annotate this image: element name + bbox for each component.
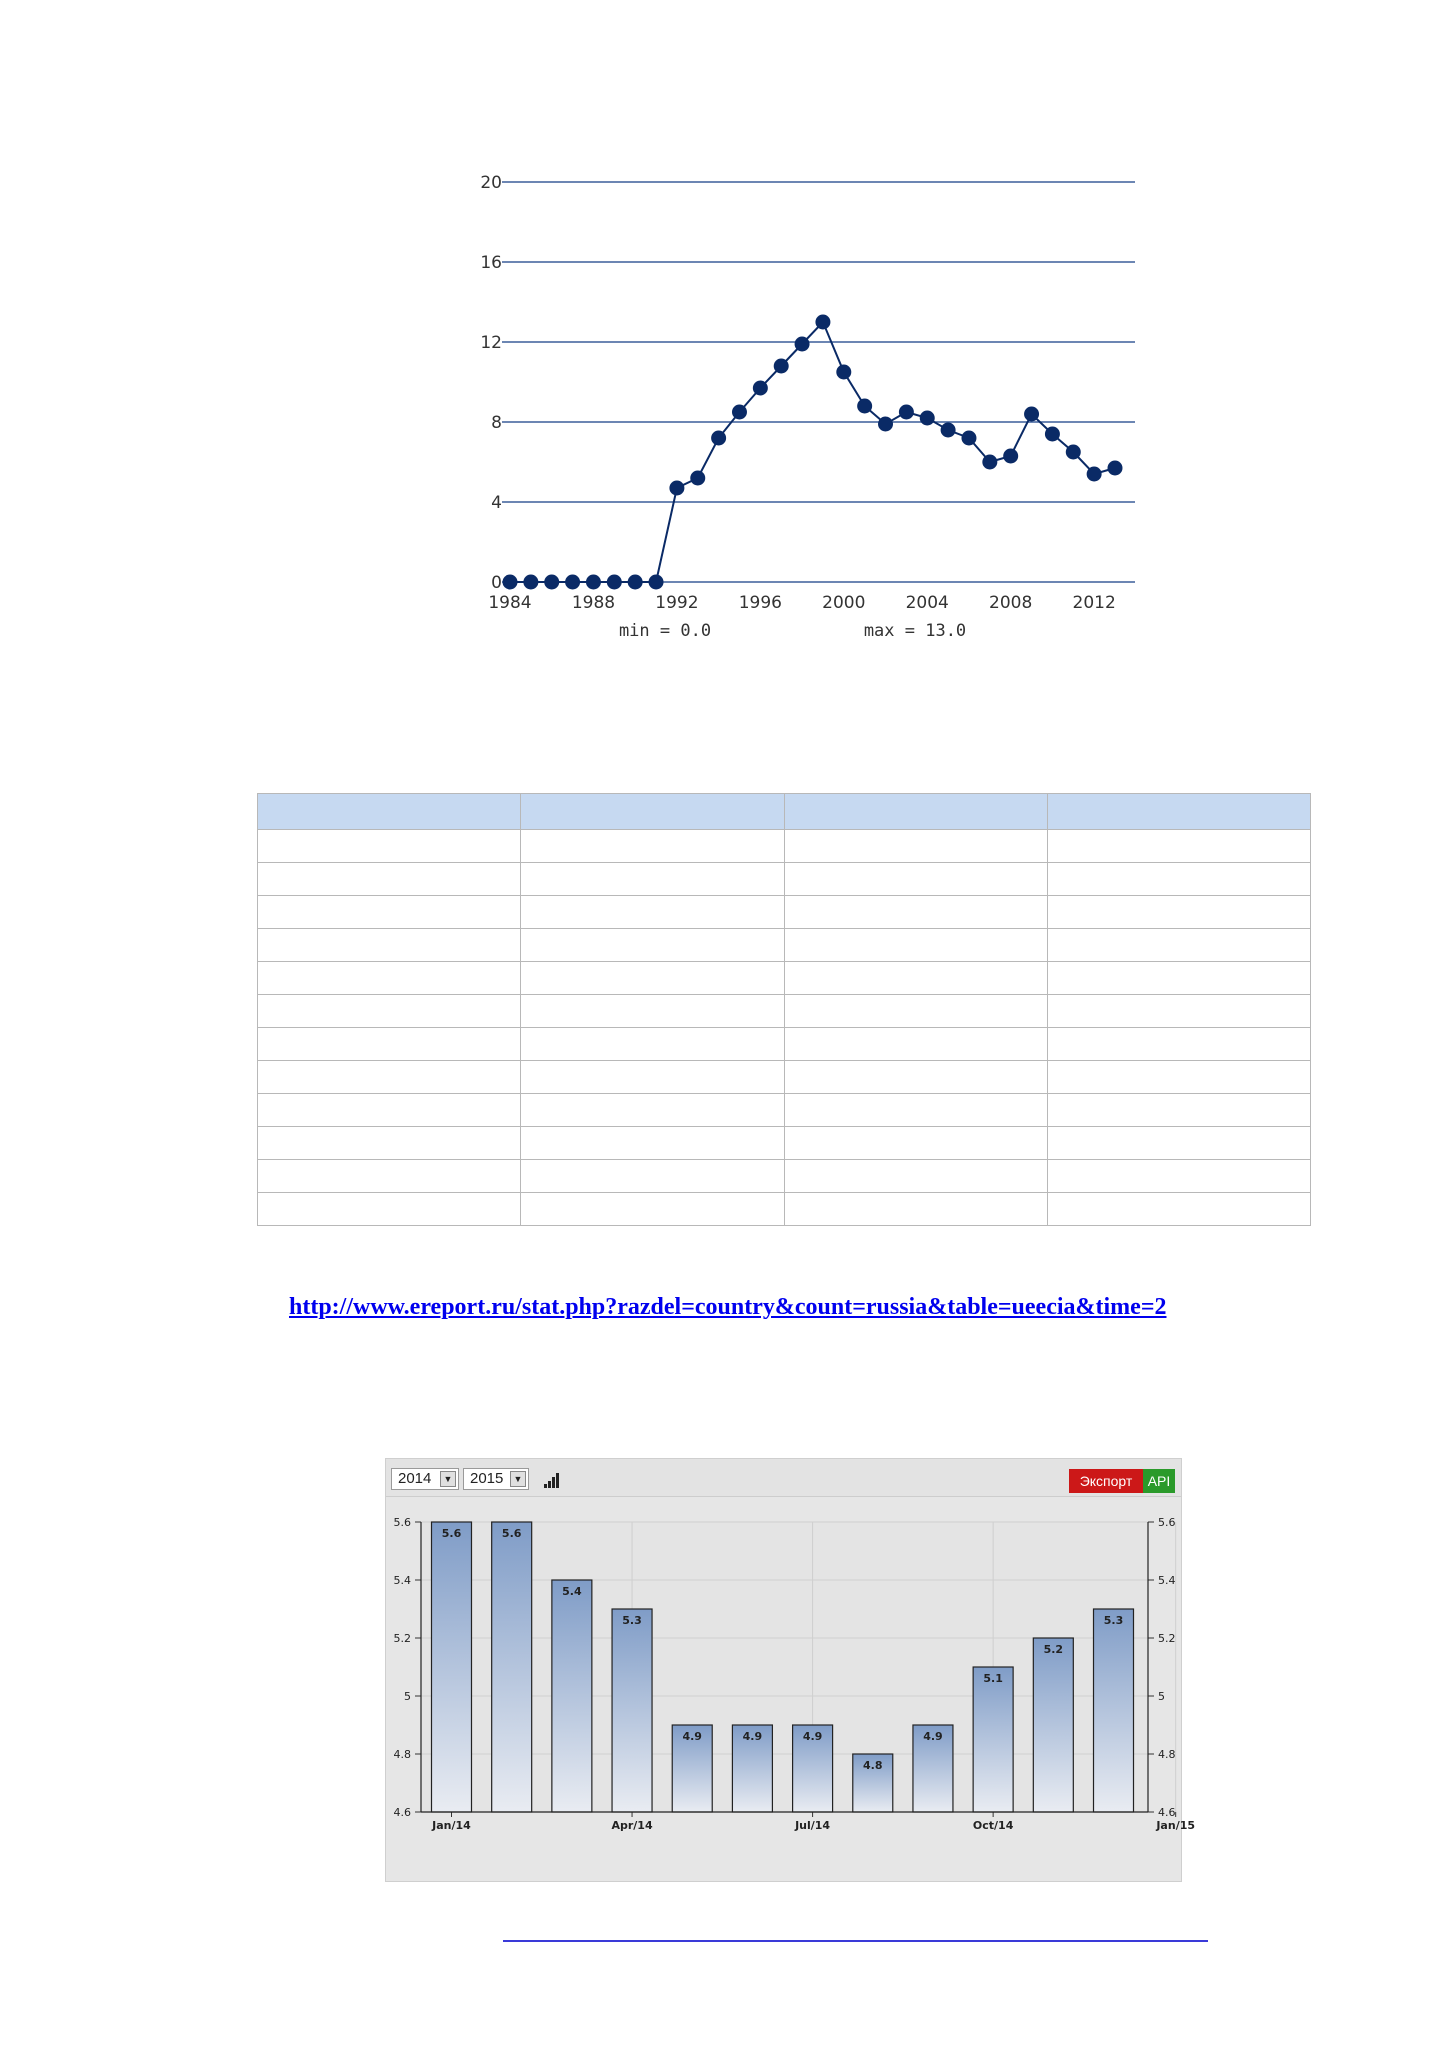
table-cell (784, 1094, 1047, 1127)
table-cell (521, 995, 784, 1028)
y-tick-label-right: 5 (1158, 1690, 1165, 1703)
y-tick-label-right: 5.4 (1158, 1574, 1176, 1587)
table-cell (258, 830, 521, 863)
x-tick-label: Jul/14 (795, 1819, 831, 1832)
bar-value-label: 5.2 (1043, 1643, 1064, 1656)
table-cell (784, 896, 1047, 929)
table-cell (521, 830, 784, 863)
bar-value-label: 4.9 (802, 1730, 823, 1743)
bar (492, 1522, 532, 1812)
bar-value-label: 5.4 (562, 1585, 582, 1598)
table-cell (1047, 896, 1310, 929)
bar-value-label: 4.8 (863, 1759, 883, 1772)
table-cell (784, 1193, 1047, 1226)
y-tick-label: 12 (480, 333, 502, 353)
table-cell (258, 1094, 521, 1127)
y-tick-label-left: 5 (404, 1690, 411, 1703)
table-cell (258, 1028, 521, 1061)
table-cell (1047, 1028, 1310, 1061)
bar-value-label: 4.9 (742, 1730, 763, 1743)
table-cell (521, 1127, 784, 1160)
data-point (920, 411, 935, 426)
data-point (523, 575, 538, 590)
table-cell (784, 929, 1047, 962)
data-point (1024, 407, 1039, 422)
y-tick-label-right: 5.2 (1158, 1632, 1176, 1645)
data-point (669, 481, 684, 496)
table-row (258, 929, 1311, 962)
data-point (732, 405, 747, 420)
x-tick-label: Jan/15 (1156, 1819, 1196, 1832)
x-tick-label: 1988 (571, 593, 616, 613)
x-tick-label: 2008 (989, 593, 1033, 613)
table-cell (258, 1160, 521, 1193)
table-row (258, 962, 1311, 995)
table-header-cell (1047, 794, 1310, 830)
table-row (258, 1028, 1311, 1061)
y-tick-label-left: 5.2 (393, 1632, 411, 1645)
y-tick-label-left: 5.4 (393, 1574, 411, 1587)
table-cell (258, 1193, 521, 1226)
table-cell (1047, 1094, 1310, 1127)
bar (552, 1580, 592, 1812)
data-point (503, 575, 518, 590)
bar-value-label: 5.1 (983, 1672, 1003, 1685)
table-cell (1047, 962, 1310, 995)
bottom-rule (503, 1940, 1208, 1942)
table-header-cell (521, 794, 784, 830)
table-cell (258, 995, 521, 1028)
table-row (258, 1061, 1311, 1094)
bar-value-label: 5.3 (1103, 1614, 1124, 1627)
y-tick-label-left: 5.6 (393, 1516, 411, 1529)
table-cell (521, 896, 784, 929)
year-to-value: 2015 (470, 1470, 504, 1487)
table-cell (1047, 1127, 1310, 1160)
export-button[interactable]: Экспорт (1069, 1469, 1143, 1493)
table-cell (1047, 995, 1310, 1028)
y-tick-label: 8 (491, 413, 502, 433)
data-point (795, 337, 810, 352)
x-tick-label: Apr/14 (611, 1819, 653, 1832)
table-body (258, 830, 1311, 1226)
data-point (753, 381, 768, 396)
table-cell (1047, 1160, 1310, 1193)
bar (612, 1609, 652, 1812)
data-point (982, 455, 997, 470)
data-point (711, 431, 726, 446)
y-tick-label-right: 5.6 (1158, 1516, 1176, 1529)
data-point (878, 417, 893, 432)
data-point (899, 405, 914, 420)
table-row (258, 1127, 1311, 1160)
table-cell (784, 1028, 1047, 1061)
table-cell (784, 830, 1047, 863)
table-cell (521, 1193, 784, 1226)
y-tick-label-right: 4.6 (1158, 1806, 1176, 1819)
x-tick-label: 2004 (905, 593, 949, 613)
data-point (1045, 427, 1060, 442)
series-line (510, 322, 1115, 582)
table-header-row (258, 794, 1311, 830)
bar-value-label: 5.3 (622, 1614, 642, 1627)
table-row (258, 1094, 1311, 1127)
y-tick-label-left: 4.6 (393, 1806, 411, 1819)
y-tick-label-left: 4.8 (393, 1748, 411, 1761)
table-cell (784, 995, 1047, 1028)
data-point (1087, 467, 1102, 482)
table-cell (521, 1160, 784, 1193)
data-point (649, 575, 664, 590)
bar (432, 1522, 472, 1812)
bar-value-label: 4.9 (682, 1730, 702, 1743)
bar-value-label: 5.6 (441, 1527, 462, 1540)
data-point (774, 359, 789, 374)
min-label: min = 0.0 (618, 621, 712, 641)
table-cell (258, 863, 521, 896)
api-button[interactable]: API (1143, 1469, 1175, 1493)
bar-chart-icon[interactable] (543, 1472, 561, 1488)
year-from-value: 2014 (398, 1470, 432, 1487)
table-row (258, 896, 1311, 929)
x-tick-label: 2012 (1072, 593, 1116, 613)
table-row (258, 1193, 1311, 1226)
table-cell (521, 929, 784, 962)
x-tick-label: Oct/14 (972, 1819, 1014, 1832)
x-tick-label: 1984 (488, 593, 532, 613)
table-cell (1047, 1193, 1310, 1226)
table-cell (1047, 863, 1310, 896)
table-cell (521, 1028, 784, 1061)
table-cell (1047, 830, 1310, 863)
data-point (586, 575, 601, 590)
table-cell (521, 1094, 784, 1127)
table-cell (784, 863, 1047, 896)
x-tick-label: 1992 (655, 593, 699, 613)
chevron-down-icon: ▼ (510, 1471, 526, 1487)
data-point (836, 365, 851, 380)
data-point (544, 575, 559, 590)
data-point (1066, 445, 1081, 460)
data-point (607, 575, 622, 590)
table-row (258, 863, 1311, 896)
table-header-cell (784, 794, 1047, 830)
year-to-select[interactable] (463, 1468, 529, 1490)
table-cell (258, 962, 521, 995)
bar (973, 1667, 1013, 1812)
data-table (257, 793, 1311, 1226)
data-point (628, 575, 643, 590)
table-cell (258, 929, 521, 962)
bar (1094, 1609, 1134, 1812)
unemployment-bar-chart (386, 1497, 1196, 1883)
y-tick-label: 0 (491, 573, 502, 593)
year-from-select[interactable] (391, 1468, 459, 1490)
bar-value-label: 5.6 (501, 1527, 522, 1540)
data-point (857, 399, 872, 414)
table-cell (784, 1127, 1047, 1160)
table-cell (258, 1061, 521, 1094)
data-point (941, 423, 956, 438)
y-tick-label: 16 (480, 253, 502, 273)
table-cell (521, 1061, 784, 1094)
bar-chart-widget (385, 1458, 1196, 1882)
widget-toolbar (386, 1459, 1181, 1497)
table-row (258, 830, 1311, 863)
data-point (565, 575, 580, 590)
data-point (1003, 449, 1018, 464)
y-tick-label: 4 (491, 493, 502, 513)
chevron-down-icon: ▼ (440, 1471, 456, 1487)
table-cell (1047, 1061, 1310, 1094)
data-point (961, 431, 976, 446)
bar-value-label: 4.9 (923, 1730, 943, 1743)
data-point (1108, 461, 1123, 476)
data-point (690, 471, 705, 486)
table-row (258, 995, 1311, 1028)
table-cell (1047, 929, 1310, 962)
source-link[interactable]: http://www.ereport.ru/stat.php?razdel=country&count=russia&table=ueecia&time=2 (289, 1294, 1167, 1320)
table-header-cell (258, 794, 521, 830)
y-tick-label: 20 (480, 173, 502, 193)
data-point (815, 315, 830, 330)
table-cell (521, 863, 784, 896)
x-tick-label: 2000 (822, 593, 866, 613)
bar (1033, 1638, 1073, 1812)
table-row (258, 1160, 1311, 1193)
y-tick-label-right: 4.8 (1158, 1748, 1176, 1761)
table-cell (521, 962, 784, 995)
table-cell (784, 962, 1047, 995)
unemployment-line-chart (470, 160, 1130, 660)
table-cell (258, 896, 521, 929)
table-cell (258, 1127, 521, 1160)
x-tick-label: Jan/14 (432, 1819, 471, 1832)
table-cell (784, 1160, 1047, 1193)
table-cell (784, 1061, 1047, 1094)
x-tick-label: 1996 (738, 593, 782, 613)
max-label: max = 13.0 (863, 621, 967, 641)
